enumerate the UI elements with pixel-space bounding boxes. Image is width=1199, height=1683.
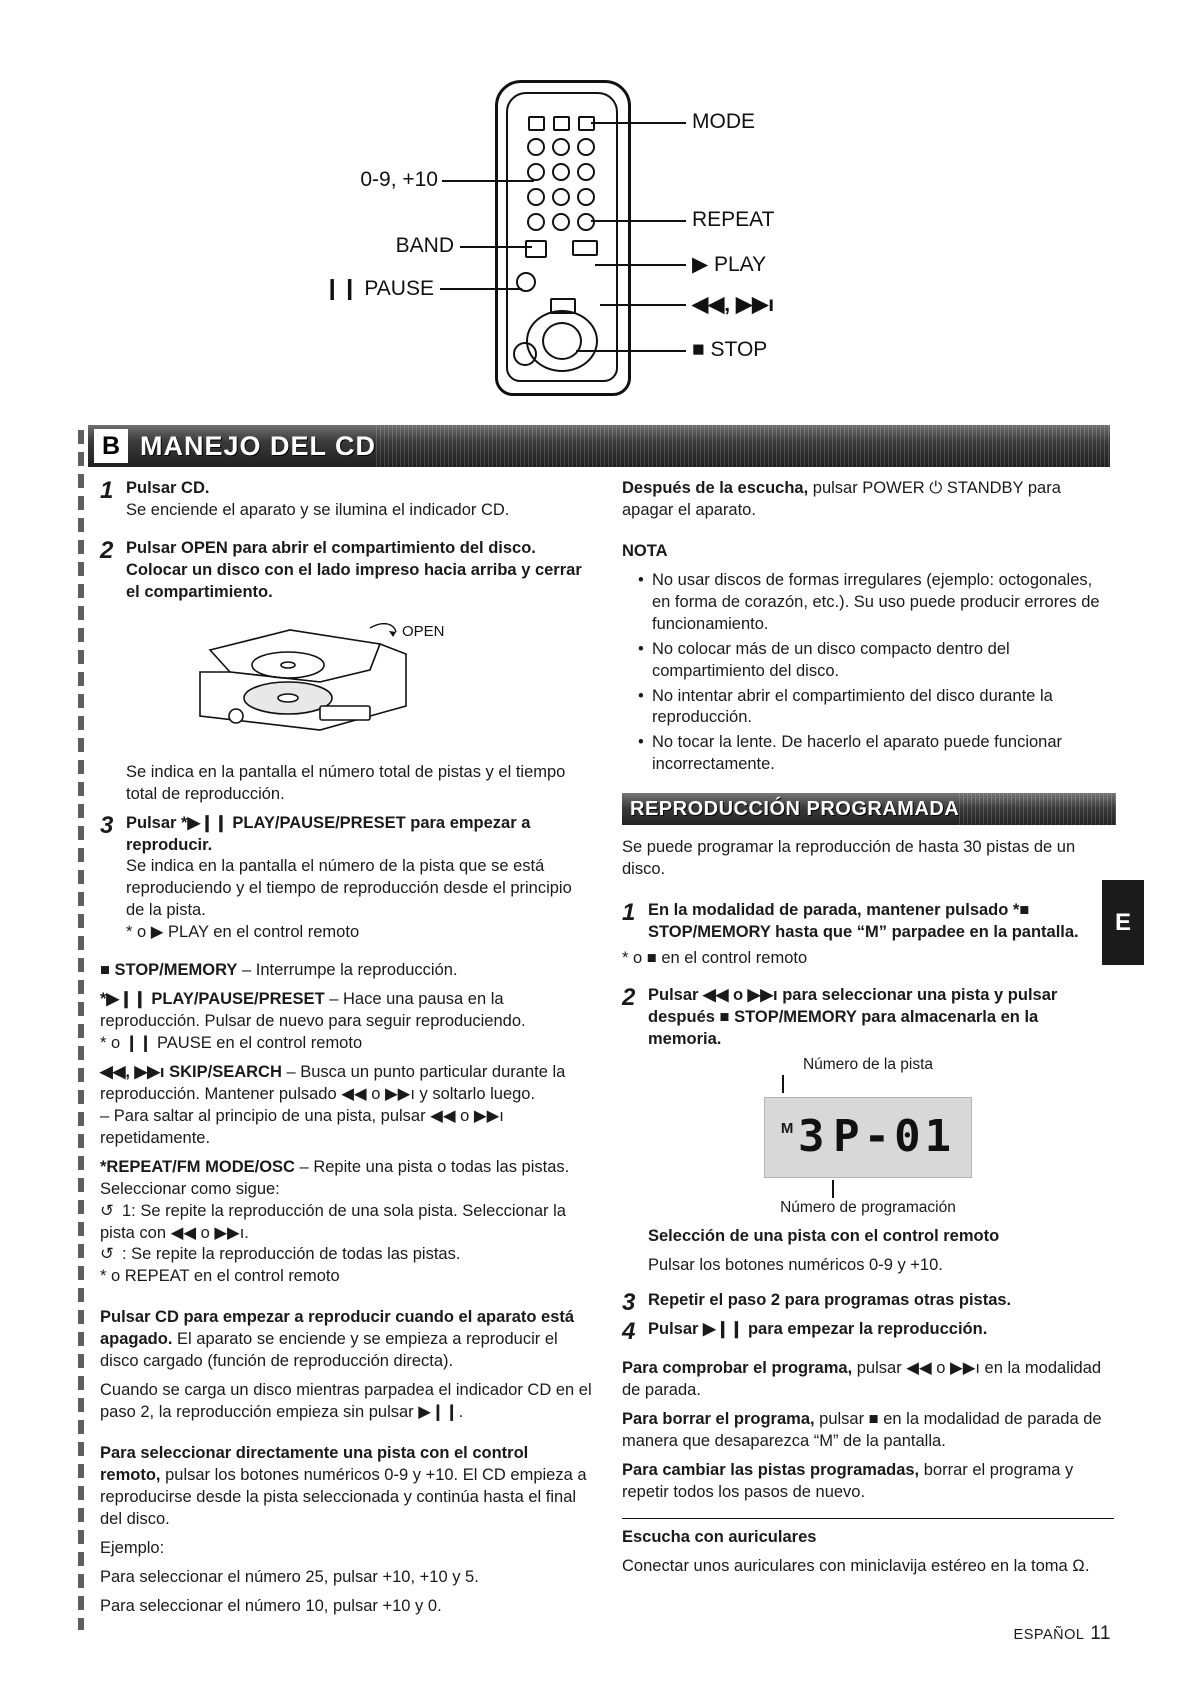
footer-language: ESPAÑOL bbox=[1013, 1627, 1085, 1643]
lcd-memory-indicator: M bbox=[780, 1120, 794, 1138]
headphones-title: Escucha con auriculares bbox=[622, 1527, 817, 1546]
remote-number-5 bbox=[552, 163, 570, 181]
remote-label-numeric: 0-9, +10 bbox=[360, 168, 438, 191]
key-repeat-note: * o REPEAT en el control remoto bbox=[100, 1267, 340, 1286]
key-skip-dash: – bbox=[281, 1062, 301, 1081]
key-play-dash: – bbox=[324, 990, 344, 1009]
select-track-bold: Para seleccionar directamente una pista con el control remoto, bbox=[100, 1444, 529, 1484]
after-listening-rest: pulsar POWER ⏻ STANDBY para apagar el aparato. bbox=[622, 479, 1061, 519]
display-figure bbox=[622, 1055, 1114, 1219]
step-3-title: Pulsar *▶❙❙ PLAY/PAUSE/PRESET para empezar a reproducir. bbox=[126, 813, 531, 854]
after-listening-bold: Después de la escucha, bbox=[622, 479, 809, 497]
key-repeat-dash: – bbox=[294, 1157, 314, 1176]
subsection-hatch bbox=[959, 793, 1116, 825]
step-3-note: * o ▶ PLAY en el control remoto bbox=[126, 923, 360, 942]
lcd-program-number: P-01 bbox=[833, 1111, 956, 1163]
prog-step-3 bbox=[622, 1290, 1114, 1315]
remote-label-mode: MODE bbox=[692, 110, 755, 133]
binding-marks bbox=[78, 430, 84, 1630]
remote-number-3 bbox=[577, 138, 595, 156]
step-2 bbox=[100, 538, 592, 604]
lcd-track-number: 3 bbox=[798, 1111, 829, 1163]
display-caption-bottom: Número de programación bbox=[780, 1198, 956, 1216]
lcd-panel bbox=[764, 1097, 972, 1178]
step-3-number: 3 bbox=[100, 811, 114, 839]
remote-selection-bold: Selección de una pista con el control remoto bbox=[648, 1227, 1000, 1246]
key-stop-label: ■ STOP/MEMORY bbox=[100, 961, 238, 980]
section-hatch bbox=[376, 425, 1110, 467]
remote-top-button-1 bbox=[528, 116, 545, 131]
prog-step-4 bbox=[622, 1319, 1114, 1344]
prog-intro: Se puede programar la reproducción de hasta 30 pistas de un disco. bbox=[622, 838, 1076, 879]
step-1-title: Pulsar CD. bbox=[126, 479, 210, 497]
step-2-number: 2 bbox=[100, 536, 114, 564]
direct-play-bold: Pulsar CD para empezar a reproducir cuando el aparato está apagado. bbox=[100, 1308, 575, 1349]
remote-play-button bbox=[572, 240, 598, 256]
headphones-body: Conectar unos auriculares con miniclavija estéreo en la toma Ω. bbox=[622, 1556, 1090, 1575]
step-2-title: Pulsar OPEN para abrir el compartimiento del disco. Colocar un disco con el lado impreso hacia arriba y cerrar el compartimiento. bbox=[126, 538, 582, 601]
repeat-one-icon: ↺ bbox=[100, 1201, 114, 1220]
lead-band bbox=[460, 246, 532, 248]
remote-band-button bbox=[525, 240, 547, 258]
prog-step-4-title: Pulsar ▶❙❙ para empezar la reproducción. bbox=[648, 1320, 988, 1339]
direct-play-rest: El aparato se enciende y se empieza a reproducir el disco cargado (función de reproducción directa). bbox=[100, 1330, 558, 1371]
remote-number-4 bbox=[527, 163, 545, 181]
key-stop-dash: – bbox=[237, 961, 256, 980]
left-column bbox=[100, 478, 592, 1625]
remote-number-7 bbox=[527, 188, 545, 206]
remote-selection-rest: Pulsar los botones numéricos 0-9 y +10. bbox=[648, 1256, 943, 1275]
subsection-header-reproduccion-programada bbox=[622, 793, 1116, 825]
prog-step-3-title: Repetir el paso 2 para programas otras pistas. bbox=[648, 1291, 1012, 1310]
check-program-rest: pulsar ◀◀ o ▶▶ı en la modalidad de parada. bbox=[622, 1359, 1102, 1400]
prog-step-4-number: 4 bbox=[622, 1318, 636, 1346]
display-caption-top: Número de la pista bbox=[802, 1055, 934, 1073]
right-column bbox=[622, 478, 1114, 1585]
step-2-after: Se indica en la pantalla el número total de pistas y el tiempo total de reproducción. bbox=[126, 762, 566, 803]
erase-program-rest: pulsar ■ en la modalidad de parada de manera que desaparezca “M” de la pantalla. bbox=[622, 1410, 1102, 1451]
prog-step-3-number: 3 bbox=[622, 1289, 636, 1317]
lead-skip bbox=[600, 304, 686, 306]
key-skip-note: – Para saltar al principio de una pista, pulsar ◀◀ o ▶▶ı repetidamente. bbox=[100, 1106, 504, 1147]
prog-step-1-title: En la modalidad de parada, mantener pulsado *■ STOP/MEMORY hasta que “M” parpadee en la pantalla. bbox=[648, 901, 1079, 942]
erase-program-bold: Para borrar el programa, bbox=[622, 1410, 815, 1429]
direct-play-2: Cuando se carga un disco mientras parpadea el indicador CD en el paso 2, la reproducción empieza sin pulsar ▶❙❙. bbox=[100, 1381, 592, 1422]
select-track-rest: pulsar los botones numéricos 0-9 y +10. El CD empieza a reproducirse desde la pista seleccionada y continúa hasta el final del disco. bbox=[100, 1465, 587, 1528]
key-stop-desc: Interrumpe la reproducción. bbox=[255, 961, 458, 980]
remote-number-0 bbox=[527, 213, 545, 231]
key-repeat-desc: Repite una pista o todas las pistas. Seleccionar como sigue: bbox=[100, 1157, 570, 1198]
remote-label-play: ▶ PLAY bbox=[692, 253, 767, 276]
divider bbox=[622, 1518, 1114, 1519]
prog-step-1-number: 1 bbox=[622, 899, 636, 927]
step-1-body: Se enciende el aparato y se ilumina el indicador CD. bbox=[126, 500, 510, 519]
step-1-number: 1 bbox=[100, 477, 114, 504]
lead-pause bbox=[440, 288, 522, 290]
lead-stop bbox=[576, 350, 686, 352]
remote-number-2 bbox=[552, 138, 570, 156]
step-1 bbox=[100, 478, 592, 522]
remote-stop-button bbox=[550, 298, 576, 314]
key-skip-desc: Busca un punto particular durante la reproducción. Mantener pulsado ◀◀ o ▶▶ı y soltarlo luego. bbox=[100, 1062, 566, 1103]
example-2: Para seleccionar el número 10, pulsar +10 y 0. bbox=[100, 1596, 442, 1615]
remote-label-skip: ◀◀, ▶▶ı bbox=[692, 293, 775, 316]
remote-number-8 bbox=[552, 188, 570, 206]
example-1: Para seleccionar el número 25, pulsar +10, +10 y 5. bbox=[100, 1567, 479, 1586]
subsection-title: REPRODUCCIÓN PROGRAMADA bbox=[630, 797, 960, 820]
disc-loading-figure bbox=[100, 610, 592, 760]
remote-label-stop: ■ STOP bbox=[692, 338, 768, 361]
remote-number-plus10 bbox=[552, 213, 570, 231]
section-header-manejo-del-cd bbox=[88, 425, 1110, 467]
remote-repeat-button bbox=[577, 213, 595, 231]
prog-step-2 bbox=[622, 985, 1114, 1051]
key-repeat-label: *REPEAT/FM MODE/OSC bbox=[100, 1157, 295, 1176]
prog-step-1 bbox=[622, 900, 1114, 944]
remote-number-6 bbox=[577, 163, 595, 181]
change-program-bold: Para cambiar las pistas programadas, bbox=[622, 1461, 920, 1480]
nota-item: • No tocar la lente. De hacerlo el aparato puede funcionar incorrectamente. bbox=[638, 732, 1114, 776]
remote-label-pause: ❙❙ PAUSE bbox=[323, 277, 434, 300]
repeat-all-icon: ↺ bbox=[100, 1245, 114, 1264]
remote-mode-button bbox=[578, 116, 595, 131]
key-repeat-sub2: : Se repite la reproducción de todas las pistas. bbox=[122, 1245, 461, 1264]
key-play-desc: Hace una pausa en la reproducción. Pulsar de nuevo para seguir reproduciendo. bbox=[100, 990, 526, 1031]
lead-numeric bbox=[442, 180, 534, 182]
section-title: MANEJO DEL CD bbox=[140, 430, 377, 461]
lead-repeat bbox=[591, 220, 686, 222]
figure-open-label: OPEN bbox=[402, 622, 445, 640]
lead-play bbox=[595, 264, 686, 266]
step-3 bbox=[100, 813, 592, 945]
remote-top-button-2 bbox=[553, 116, 570, 131]
key-play-note: * o ❙❙ PAUSE en el control remoto bbox=[100, 1034, 363, 1052]
remote-label-band: BAND bbox=[395, 234, 454, 257]
nota-item: • No colocar más de un disco compacto dentro del compartimiento del disco. bbox=[638, 639, 1114, 683]
nota-item: • No intentar abrir el compartimiento del disco durante la reproducción. bbox=[638, 686, 1114, 730]
language-tab-e: E bbox=[1102, 880, 1144, 965]
remote-label-repeat: REPEAT bbox=[692, 208, 775, 231]
prog-step-2-number: 2 bbox=[622, 983, 636, 1011]
nota-item: • No usar discos de formas irregulares (ejemplo: octogonales, en forma de corazón, etc.). Su uso puede producir errores de funcionamiento. bbox=[638, 570, 1114, 636]
remote-dial-inner bbox=[542, 322, 582, 360]
remote-number-9 bbox=[577, 188, 595, 206]
key-skip-label: ◀◀, ▶▶ı SKIP/SEARCH bbox=[100, 1062, 282, 1081]
section-badge: B bbox=[94, 429, 128, 463]
change-program-rest: borrar el programa y repetir todos los pasos de nuevo. bbox=[622, 1461, 1074, 1502]
prog-step-2-title: Pulsar ◀◀ o ▶▶ı para seleccionar una pista y pulsar después ■ STOP/MEMORY para almacenarla en la memoria. bbox=[648, 985, 1058, 1048]
page-footer bbox=[1014, 1623, 1111, 1645]
nota-list bbox=[622, 570, 1114, 776]
key-repeat-sub1: 1: Se repite la reproducción de una sola pista. Seleccionar la pista con ◀◀ o ▶▶ı. bbox=[100, 1201, 566, 1242]
step-3-body: Se indica en la pantalla el número de la pista que se está reproduciendo y el tiempo de reproducción desde el principio de la pista. bbox=[126, 857, 572, 920]
nota-title: NOTA bbox=[622, 541, 668, 560]
remote-number-1 bbox=[527, 138, 545, 156]
display-tick-bottom bbox=[832, 1180, 834, 1198]
check-program-bold: Para comprobar el programa, bbox=[622, 1359, 853, 1378]
display-tick-top bbox=[782, 1075, 784, 1093]
key-play-label: *▶❙❙ PLAY/PAUSE/PRESET bbox=[100, 990, 325, 1009]
remote-control-figure bbox=[300, 60, 1060, 400]
lead-mode bbox=[591, 122, 686, 124]
example-label: Ejemplo: bbox=[100, 1538, 165, 1557]
prog-step-1-note: * o ■ en el control remoto bbox=[622, 949, 808, 967]
footer-page-number: 11 bbox=[1090, 1623, 1111, 1644]
